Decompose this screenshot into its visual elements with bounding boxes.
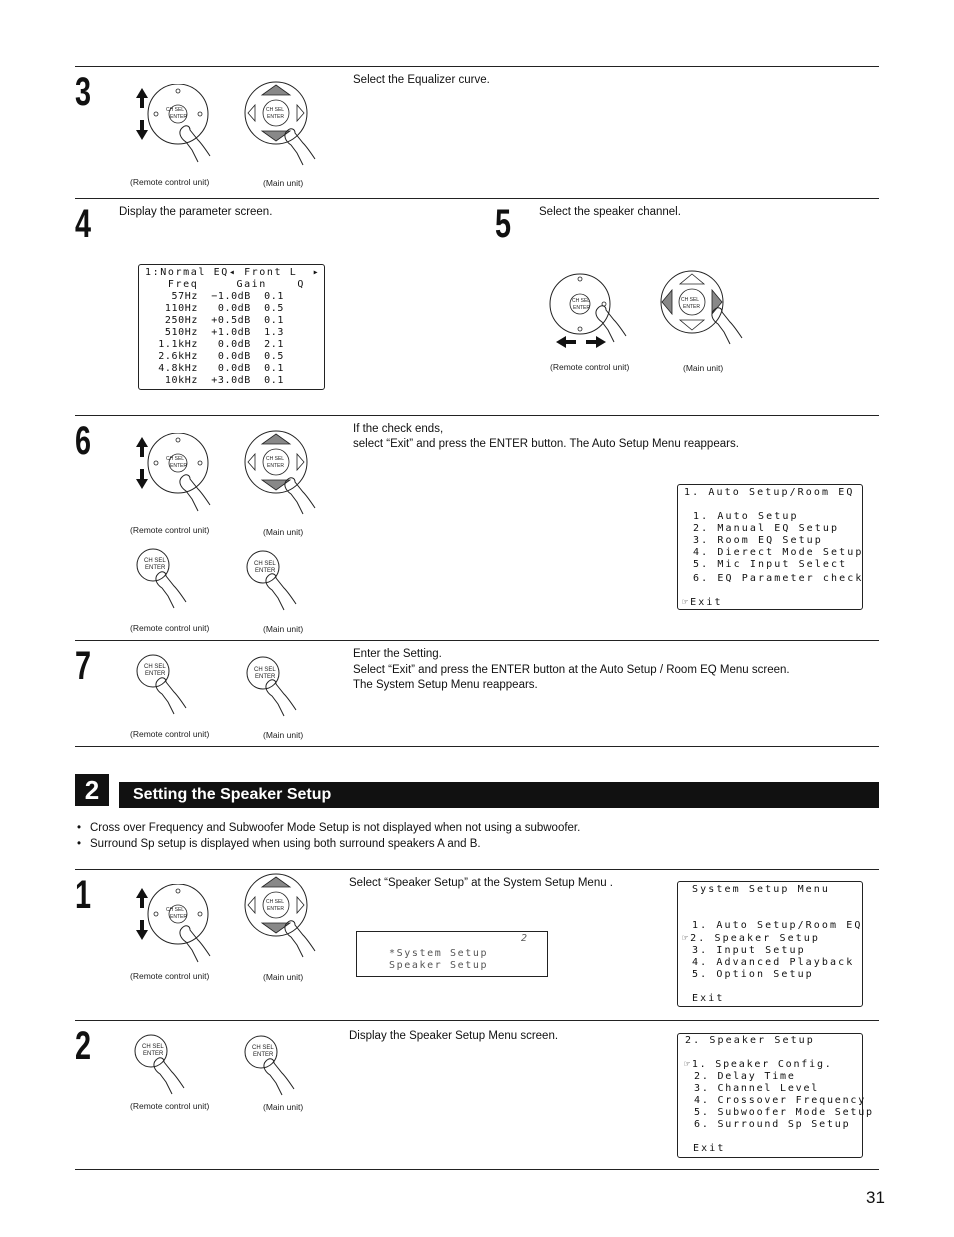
eq-row: 250Hz +0.5dB 0.1 (145, 315, 285, 326)
speaker-setup-menu-screen (677, 1033, 874, 1158)
main-unit-updown-icon (243, 79, 333, 179)
main-caption: (Main unit) (263, 624, 304, 634)
step-text: Select the Equalizer curve. (353, 74, 490, 86)
menu-title: 2. Speaker Setup (685, 1035, 815, 1046)
menu-exit: ☞Exit (682, 597, 723, 608)
front-display-lcd (356, 931, 548, 977)
enter-label: ENTER (267, 114, 284, 120)
ch-sel-label: CH SEL (166, 107, 185, 113)
eq-header: 1:Normal EQ◂ Front L ▸ (145, 267, 321, 278)
remote-caption: (Remote control unit) (130, 623, 210, 633)
eq-row: 57Hz −1.0dB 0.1 (145, 291, 285, 302)
eq-col-header: Freq Gain Q (145, 279, 306, 290)
enter-label: ENTER (267, 463, 284, 469)
ch-sel-label: CH SEL (266, 456, 285, 462)
menu-item: 4. Crossover Frequency (694, 1095, 867, 1106)
menu-title: 1. Auto Setup/Room EQ (684, 487, 855, 498)
menu-item: 6. Surround Sp Setup (694, 1119, 851, 1130)
remote-caption: (Remote control unit) (130, 971, 210, 981)
divider (75, 66, 879, 67)
menu-exit: Exit (693, 1143, 726, 1154)
ch-sel-label: CH SEL (166, 907, 185, 913)
step-text: select “Exit” and press the ENTER button. The Auto Setup Menu reappears. (353, 438, 739, 450)
eq-row: 110Hz 0.0dB 0.5 (145, 303, 285, 314)
auto-setup-menu-screen (677, 484, 863, 610)
step-number: 5 (495, 202, 512, 246)
enter-label: ENTER (170, 463, 187, 469)
ch-sel-label: CH SEL (572, 298, 591, 304)
step-text: Display the parameter screen. (119, 206, 273, 218)
step-number: 7 (75, 644, 92, 688)
menu-item: 5. Option Setup (692, 969, 814, 980)
main-unit-updown-icon (243, 871, 333, 971)
enter-label: ENTER (255, 674, 276, 680)
step-text: Select the speaker channel. (539, 206, 681, 218)
step-text: The System Setup Menu reappears. (353, 679, 538, 691)
bullet-item: • Cross over Frequency and Subwoofer Mode Setup is not displayed when not using a subwoofer. (77, 822, 581, 834)
page-number: 31 (866, 1188, 885, 1207)
divider (75, 1169, 879, 1170)
enter-label: ENTER (573, 305, 590, 311)
section-number: 2 (75, 774, 109, 806)
main-caption: (Main unit) (263, 730, 304, 740)
enter-label: ENTER (143, 1051, 164, 1057)
remote-updown-icon (132, 884, 222, 979)
enter-label: ENTER (170, 914, 187, 920)
bullet-item: • Surround Sp setup is displayed when using both surround speakers A and B. (77, 838, 481, 850)
main-caption: (Main unit) (263, 972, 304, 982)
divider (75, 198, 879, 199)
eq-row: 4.8kHz 0.0dB 0.1 (145, 363, 285, 374)
lcd-line: Speaker Setup (389, 960, 489, 971)
enter-label: ENTER (267, 906, 284, 912)
menu-item: 3. Room EQ Setup (693, 535, 823, 546)
enter-label: ENTER (253, 1052, 274, 1058)
step-number: 4 (75, 202, 92, 246)
main-caption: (Main unit) (263, 527, 304, 537)
main-caption: (Main unit) (683, 363, 724, 373)
step-number: 2 (75, 1024, 92, 1068)
divider (75, 746, 879, 747)
menu-item: 4. Advanced Playback (692, 957, 855, 968)
enter-label: ENTER (170, 114, 187, 120)
lcd-corner: 2 (521, 933, 529, 944)
menu-item: 2. Delay Time (694, 1071, 796, 1082)
remote-caption: (Remote control unit) (130, 177, 210, 187)
remote-leftright-icon (548, 272, 648, 359)
menu-item: 3. Channel Level (694, 1083, 820, 1094)
section-title: Setting the Speaker Setup (133, 786, 332, 803)
main-caption: (Main unit) (263, 178, 304, 188)
step-text: Display the Speaker Setup Menu screen. (349, 1030, 559, 1042)
remote-updown-icon (132, 433, 222, 528)
menu-item: 5. Mic Input Select (693, 559, 848, 570)
ch-sel-label: CH SEL (142, 1044, 164, 1050)
step-text: Select “Exit” and press the ENTER button at the Auto Setup / Room EQ Menu screen. (353, 664, 790, 676)
remote-caption: (Remote control unit) (130, 1101, 210, 1111)
remote-caption: (Remote control unit) (130, 729, 210, 739)
ch-sel-label: CH SEL (252, 1045, 274, 1051)
bullet-text: Surround Sp setup is displayed when using both surround speakers A and B. (90, 838, 481, 850)
enter-label: ENTER (683, 304, 700, 310)
eq-row: 2.6kHz 0.0dB 0.5 (145, 351, 285, 362)
main-unit-leftright-icon (658, 270, 754, 355)
step-number: 6 (75, 419, 92, 463)
enter-label: ENTER (145, 565, 166, 571)
divider (75, 869, 879, 870)
menu-item: 3. Input Setup (692, 945, 806, 956)
menu-item: 1. Auto Setup/Room EQ (692, 920, 863, 931)
step-text: Select “Speaker Setup” at the System Setup Menu . (349, 877, 614, 889)
eq-row: 510Hz +1.0dB 1.3 (145, 327, 285, 338)
menu-item: 6. EQ Parameter check (693, 573, 864, 584)
system-setup-menu-screen (677, 881, 863, 1007)
step-text: If the check ends, (353, 423, 444, 435)
lcd-line: *System Setup (389, 948, 489, 959)
menu-item: 1. Auto Setup (693, 511, 799, 522)
eq-row: 1.1kHz 0.0dB 2.1 (145, 339, 285, 350)
step-number: 3 (75, 70, 92, 114)
menu-title: System Setup Menu (692, 884, 831, 895)
menu-item: ☞2. Speaker Setup (682, 933, 821, 944)
ch-sel-label: CH SEL (266, 899, 285, 905)
divider (75, 415, 879, 416)
step-number: 1 (75, 873, 92, 917)
menu-item: ☞1. Speaker Config. (684, 1059, 833, 1070)
enter-label: ENTER (255, 568, 276, 574)
bullet-text: Cross over Frequency and Subwoofer Mode Setup is not displayed when not using a subwoofer. (90, 822, 581, 834)
divider (75, 1020, 879, 1021)
remote-caption: (Remote control unit) (130, 525, 210, 535)
ch-sel-label: CH SEL (254, 667, 276, 673)
ch-sel-label: CH SEL (254, 561, 276, 567)
menu-exit: Exit (692, 993, 725, 1004)
main-unit-updown-icon (243, 428, 333, 528)
main-caption: (Main unit) (263, 1102, 304, 1112)
ch-sel-label: CH SEL (144, 664, 166, 670)
ch-sel-label: CH SEL (166, 456, 185, 462)
eq-row: 10kHz +3.0dB 0.1 (145, 375, 285, 386)
step-text: Enter the Setting. (353, 648, 442, 660)
menu-item: 4. Dierect Mode Setup (693, 547, 864, 558)
ch-sel-label: CH SEL (144, 558, 166, 564)
eq-parameter-screen (138, 264, 325, 390)
remote-caption: (Remote control unit) (550, 362, 630, 372)
remote-updown-icon (132, 84, 222, 179)
menu-item: 5. Subwoofer Mode Setup (694, 1107, 874, 1118)
ch-sel-label: CH SEL (681, 297, 700, 303)
divider (75, 640, 879, 641)
ch-sel-label: CH SEL (266, 107, 285, 113)
menu-item: 2. Manual EQ Setup (693, 523, 840, 534)
enter-label: ENTER (145, 671, 166, 677)
